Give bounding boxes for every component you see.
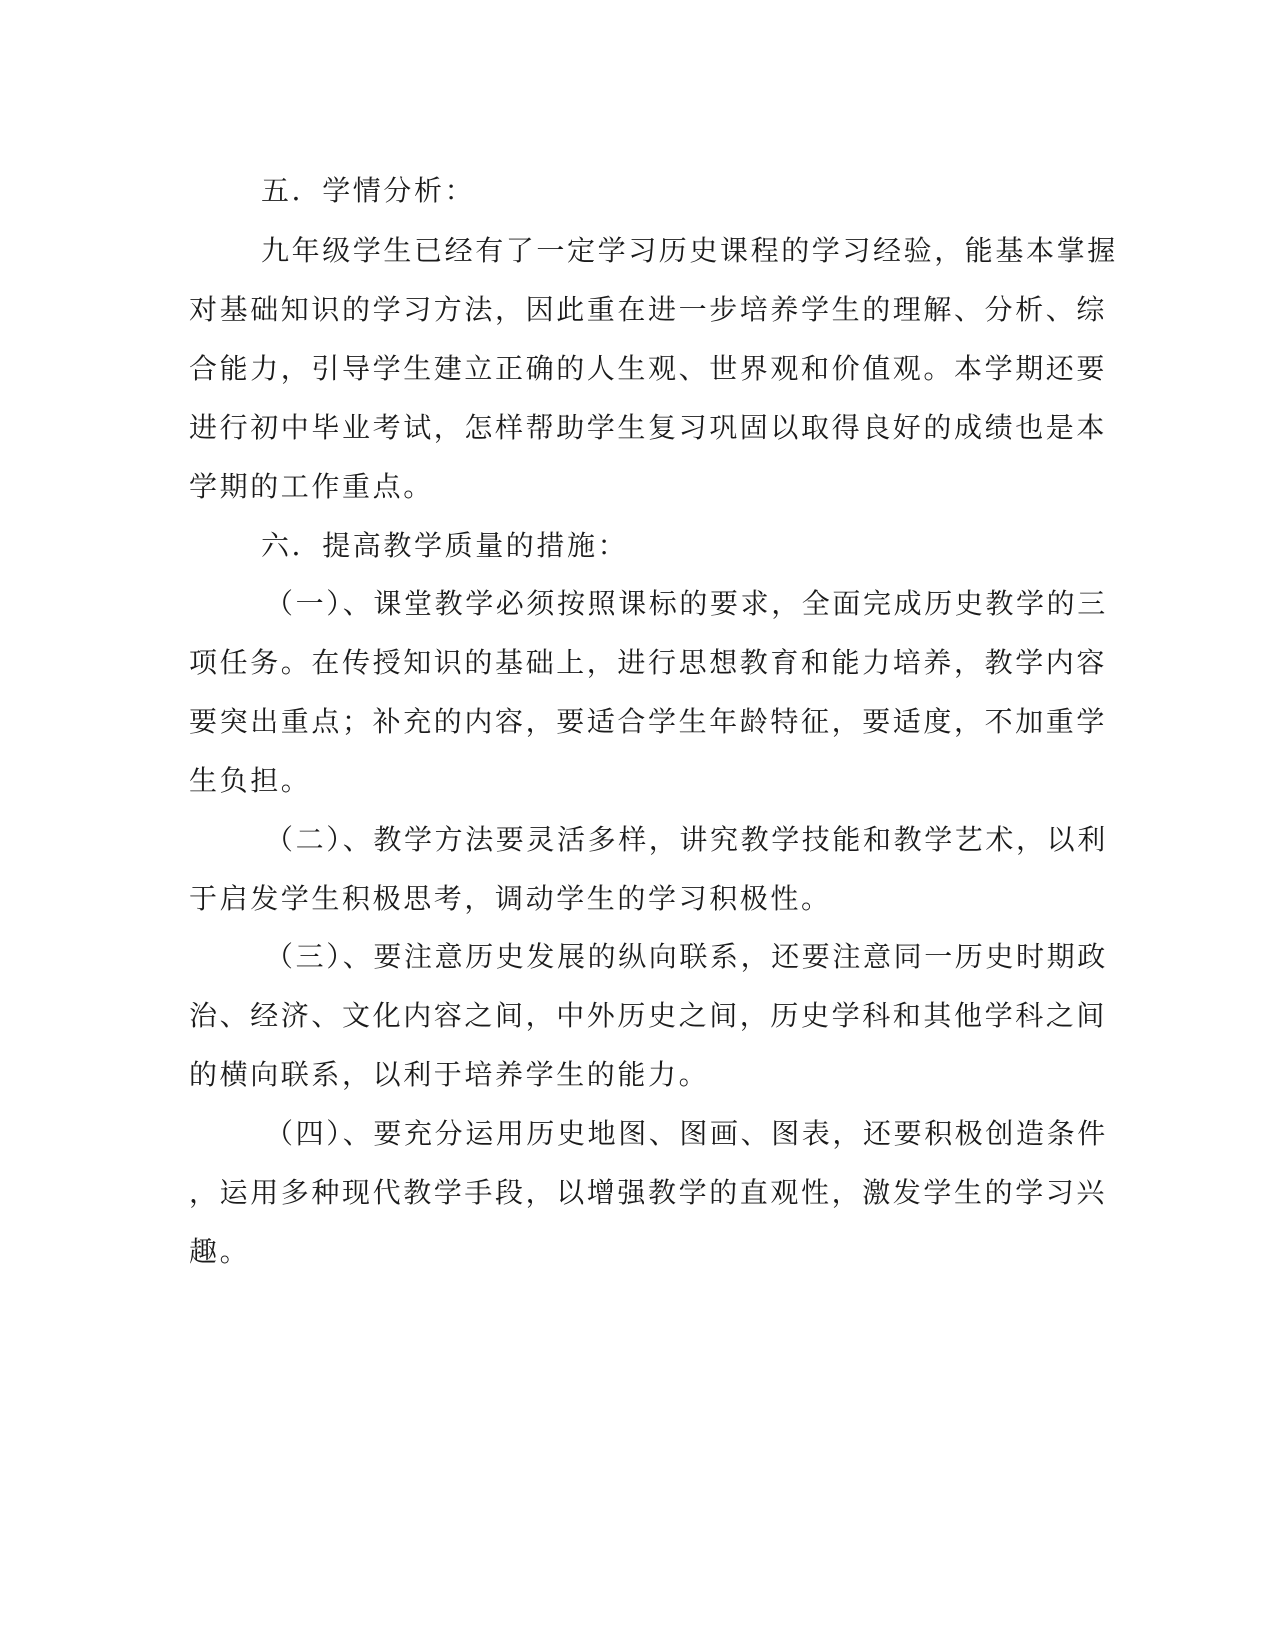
paragraph-line: 项任务。在传授知识的基础上，进行思想教育和能力培养，教学内容 <box>189 646 1108 679</box>
paragraph-line: 生负担。 <box>189 764 312 797</box>
paragraph-line: 学期的工作重点。 <box>189 470 434 503</box>
paragraph-line: （二）、教学方法要灵活多样，讲究教学技能和教学艺术，以利 <box>265 823 1108 856</box>
paragraph-line: （一）、课堂教学必须按照课标的要求，全面完成历史教学的三 <box>265 587 1108 620</box>
paragraph-line: ，运用多种现代教学手段，以增强教学的直观性，激发学生的学习兴 <box>189 1176 1108 1209</box>
paragraph-line: （三）、要注意历史发展的纵向联系，还要注意同一历史时期政 <box>265 940 1108 973</box>
paragraph-line: 趣。 <box>189 1235 251 1268</box>
paragraph-line: 合能力，引导学生建立正确的人生观、世界观和价值观。本学期还要 <box>189 352 1108 385</box>
paragraph-line: 的横向联系，以利于培养学生的能力。 <box>189 1058 710 1091</box>
paragraph-line: 九年级学生已经有了一定学习历史课程的学习经验，能基本掌握 <box>261 234 1118 267</box>
paragraph-line: 进行初中毕业考试，怎样帮助学生复习巩固以取得良好的成绩也是本 <box>189 411 1108 444</box>
paragraph-line: 要突出重点；补充的内容，要适合学生年龄特征，要适度，不加重学 <box>189 705 1108 738</box>
paragraph-line: 于启发学生积极思考，调动学生的学习积极性。 <box>189 882 832 915</box>
paragraph-line: 对基础知识的学习方法，因此重在进一步培养学生的理解、分析、综 <box>189 293 1108 326</box>
section-6-heading: 六．提高教学质量的措施： <box>261 529 629 562</box>
section-5-heading: 五．学情分析： <box>261 174 476 207</box>
paragraph-line: （四）、要充分运用历史地图、图画、图表，还要积极创造条件 <box>265 1117 1108 1150</box>
paragraph-line: 治、经济、文化内容之间，中外历史之间，历史学科和其他学科之间 <box>189 999 1108 1032</box>
